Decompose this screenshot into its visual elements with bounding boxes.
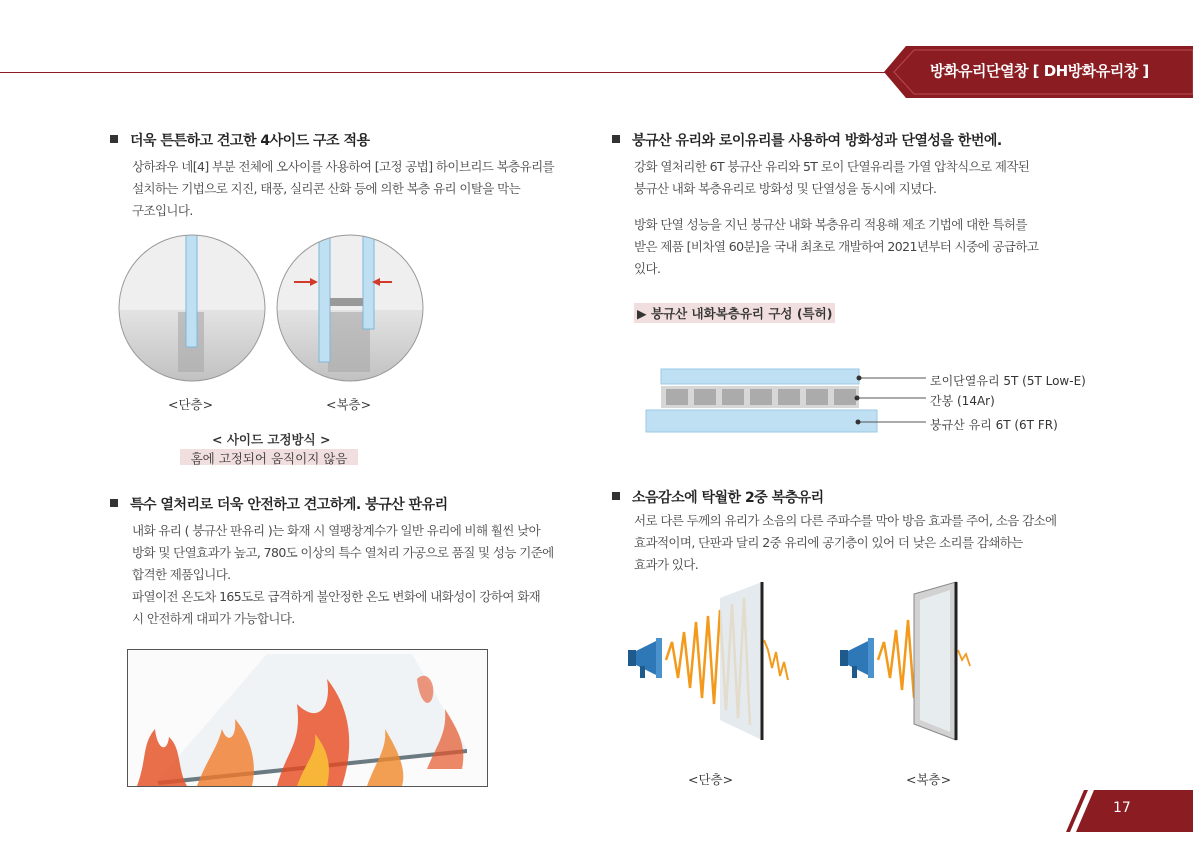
label-single: <단층> [168, 397, 214, 412]
section-heading-lowe: 붕규산 유리와 로이유리를 사용하여 방화성과 단열성을 한번에. [612, 130, 1002, 150]
section-heading-noise: 소음감소에 탁월한 2중 복층유리 [612, 487, 824, 507]
diagram-title: ▶ 붕규산 내화복층유리 구성 (특허) [634, 303, 835, 323]
layer-label-fr: 붕규산 유리 6T (6T FR) [930, 418, 1058, 432]
section-heading-4side: 더욱 튼튼하고 견고한 4사이드 구조 적용 [110, 130, 370, 150]
fire-glass-image [127, 649, 488, 787]
layer-diagram [644, 366, 934, 436]
bullet-square-icon [110, 499, 118, 507]
label-single-pane: <단층> [688, 772, 734, 787]
megaphone-icon [628, 638, 662, 678]
fix-method-title: < 사이드 고정방식 > [212, 432, 331, 447]
noise-illustration [628, 580, 978, 760]
label-double-pane: <복층> [906, 772, 952, 787]
bullet-square-icon [612, 135, 620, 143]
bullet-square-icon [110, 135, 118, 143]
layer-label-lowe: 로이단열유리 5T (5T Low-E) [930, 374, 1086, 388]
label-double: <복층> [326, 397, 372, 412]
layer-label-spacer: 간봉 (14Ar) [930, 394, 995, 408]
section-heading-borosilicate: 특수 열처리로 더욱 안전하고 견고하게. 붕규산 판유리 [110, 494, 448, 514]
page-number: 17 [1113, 800, 1131, 816]
section-body-lowe-1: 강화 열처리한 6T 붕규산 유리와 5T 로이 단열유리를 가열 압착식으로 제작된 붕규산 내화 복층유리로 방화성 및 단열성을 동시에 지녔다. [634, 159, 1030, 196]
side-fix-diagram [118, 234, 426, 384]
section-body-noise: 서로 다른 두께의 유리가 소음의 다른 주파수를 막아 방음 효과를 주어, 소음 감소에 효과적이며, 단판과 달리 2중 유리에 공기층이 있어 더 낮은 소리를 감쇄하는 효과가 있다. [634, 513, 1057, 572]
section-body-4side: 상하좌우 네[4] 부분 전체에 오사이를 사용하여 [고정 공법] 하이브리드 복층유리를 설치하는 기법으로 지진, 태풍, 실리콘 산화 등에 의한 복층 유리 이탈을 막는 구조입니다. [132, 159, 555, 218]
header-rule [0, 72, 900, 73]
fix-method-desc: 홈에 고정되어 움직이지 않음 [180, 449, 358, 465]
header-title: 방화유리단열창 [ DH방화유리창 ] [930, 62, 1149, 80]
section-body-lowe-2: 방화 단열 성능을 지닌 붕규산 내화 복층유리 적용해 제조 기법에 대한 특허를 받은 제품 [비차열 60분]을 국내 최초로 개발하여 2021년부터 시중에 공급하고 있다. [634, 217, 1039, 276]
section-body-borosilicate: 내화 유리 ( 붕규산 판유리 )는 화재 시 열팽창계수가 일반 유리에 비해 훨씬 낮아 방화 및 단열효과가 높고, 780도 이상의 특수 열처리 가공으로 품질 및 성능 기준에 합격한 제품입니다. 파열이전 온도차 165도로 급격하게 불안정한 온도 변화에 내화성이 강하여 화재 시 안전하게 대피가 가능합니다. [132, 523, 554, 626]
megaphone-icon [840, 638, 874, 678]
bullet-square-icon [612, 492, 620, 500]
